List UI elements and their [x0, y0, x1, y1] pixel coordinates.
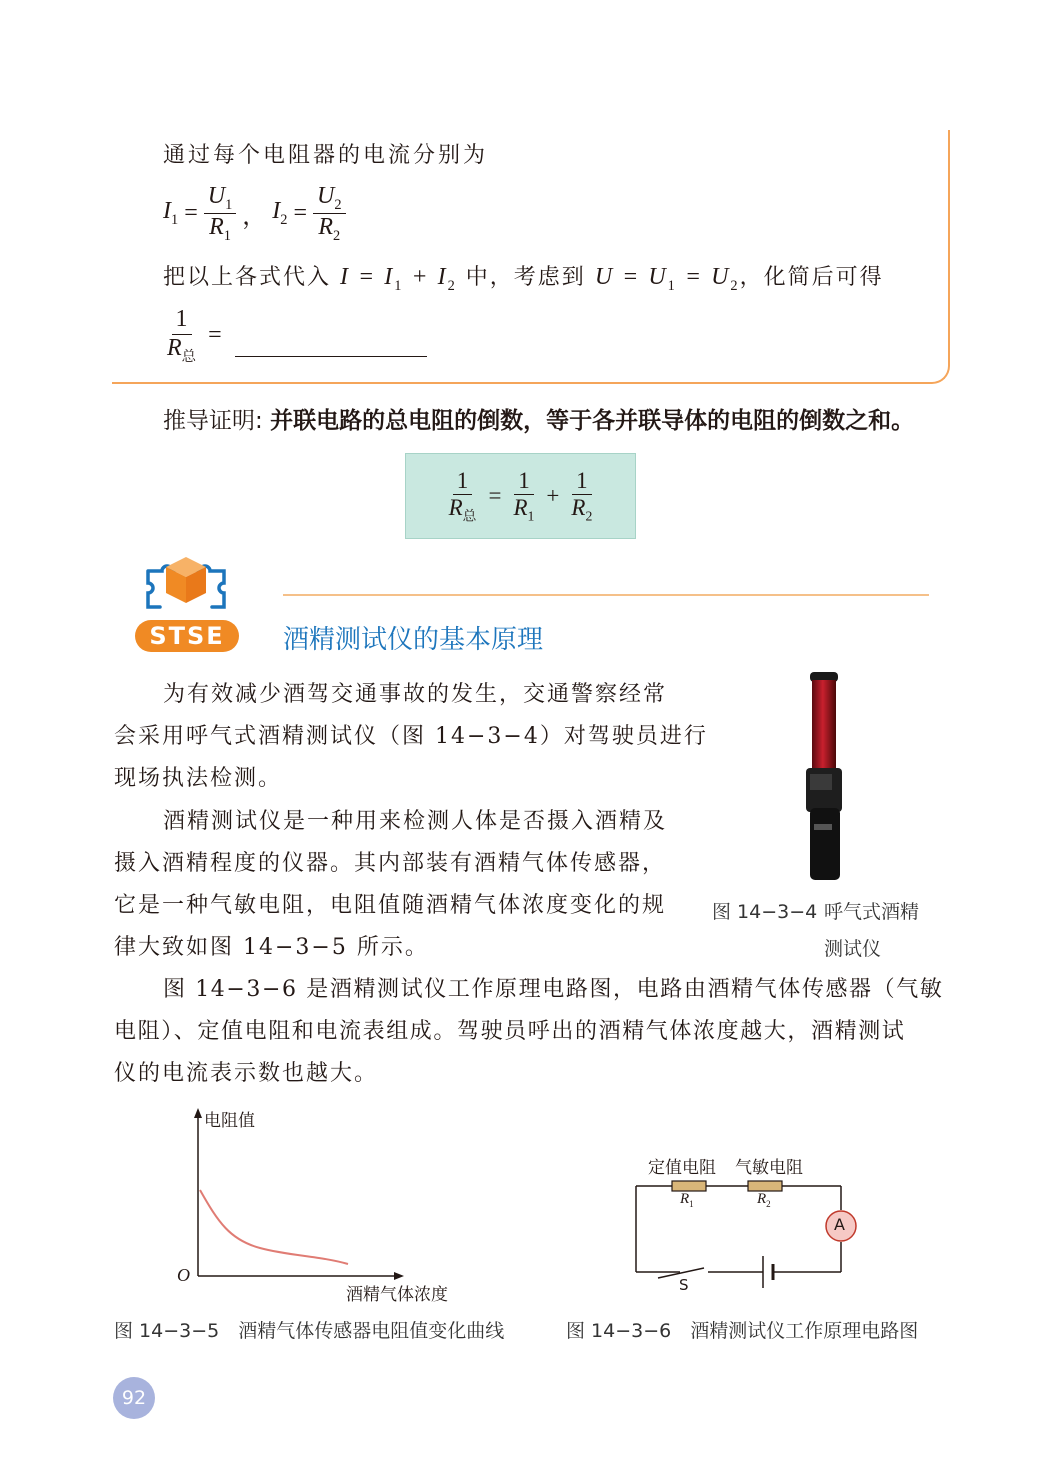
page-number: 92: [113, 1377, 155, 1419]
current-equations: $I_1$ = $\frac{U_1}{R_1}$ ， $I_2$ = $\frac{U_2}{R_2}$: [163, 183, 346, 245]
paragraph-2-line-1: 酒精测试仪是一种用来检测人体是否摄入酒精及: [163, 809, 668, 834]
fig4-caption-line-2: 测试仪: [824, 938, 882, 960]
switch-label: S: [679, 1276, 689, 1294]
parallel-resistance-formula: $\frac{1}{R_总}$ = $\frac{1}{R_1}$ + $\frac{1}{R_2}$: [405, 453, 636, 539]
paragraph-2-line-2: 摄入酒精程度的仪器。其内部装有酒精气体传感器，: [114, 851, 667, 876]
paragraph-3-line-1: 图 14−3−6 是酒精测试仪工作原理电路图，电路由酒精气体传感器（气敏: [163, 977, 944, 1002]
y-axis-arrow: [194, 1108, 202, 1118]
resistance-curve: [200, 1190, 348, 1264]
box-line-3: 把以上各式代入 $I = I_1 + I_2$ 中，考虑到 $U = U_1 = U_2$，化简后可得: [163, 264, 884, 294]
conclusion: 推导证明: 并联电路的总电阻的倒数，等于各并联导体的电阻的倒数之和。: [163, 407, 915, 434]
paragraph-2-line-3: 它是一种气敏电阻，电阻值随酒精气体浓度变化的规: [114, 893, 667, 918]
fig4-caption-line-1: 呼气式酒精: [824, 901, 920, 923]
box-line-1: 通过每个电阻器的电流分别为: [163, 143, 489, 168]
blank-equation: $\frac{1}{R_总}$ =: [167, 306, 222, 365]
breathalyzer-image: [800, 668, 850, 884]
answer-blank-line: [235, 356, 427, 357]
cube-puzzle-icon: [140, 553, 232, 615]
label-gas-resistor: 气敏电阻: [735, 1158, 803, 1178]
r2-label: $R_2$: [757, 1191, 771, 1209]
paragraph-3-line-3: 仪的电流表示数也越大。: [114, 1061, 379, 1086]
x-axis-arrow: [394, 1272, 404, 1280]
origin-label: O: [177, 1265, 190, 1285]
fig4-number: 图 14−3−4: [712, 901, 818, 923]
x-axis-label: 酒精气体浓度: [346, 1285, 448, 1305]
stse-rule: [283, 594, 929, 596]
resistor-r1: [672, 1181, 706, 1191]
ammeter-label: A: [834, 1215, 845, 1234]
resistor-r2: [748, 1181, 782, 1191]
r1-label: $R_1$: [680, 1191, 694, 1209]
paragraph-3-line-2: 电阻）、定值电阻和电流表组成。驾驶员呼出的酒精气体浓度越大，酒精测试: [114, 1019, 906, 1044]
stse-badge: STSE: [135, 620, 239, 652]
section-title: 酒精测试仪的基本原理: [283, 625, 544, 655]
paragraph-1-line-2: 会采用呼气式酒精测试仪（图 14−3−4）对驾驶员进行: [114, 724, 708, 749]
fig5-caption: 图 14−3−5 酒精气体传感器电阻值变化曲线: [114, 1320, 505, 1342]
paragraph-1-line-1: 为有效减少酒驾交通事故的发生，交通警察经常: [163, 682, 668, 707]
paragraph-2-line-4: 律大致如图 14−3−5 所示。: [114, 935, 429, 960]
label-fixed-resistor: 定值电阻: [648, 1158, 716, 1178]
circuit-diagram: [630, 1176, 860, 1288]
resistance-curve-graph: [170, 1104, 470, 1304]
fig6-caption: 图 14−3−6 酒精测试仪工作原理电路图: [566, 1320, 919, 1342]
paragraph-1-line-3: 现场执法检测。: [114, 766, 283, 791]
y-axis-label: 电阻值: [204, 1111, 255, 1131]
